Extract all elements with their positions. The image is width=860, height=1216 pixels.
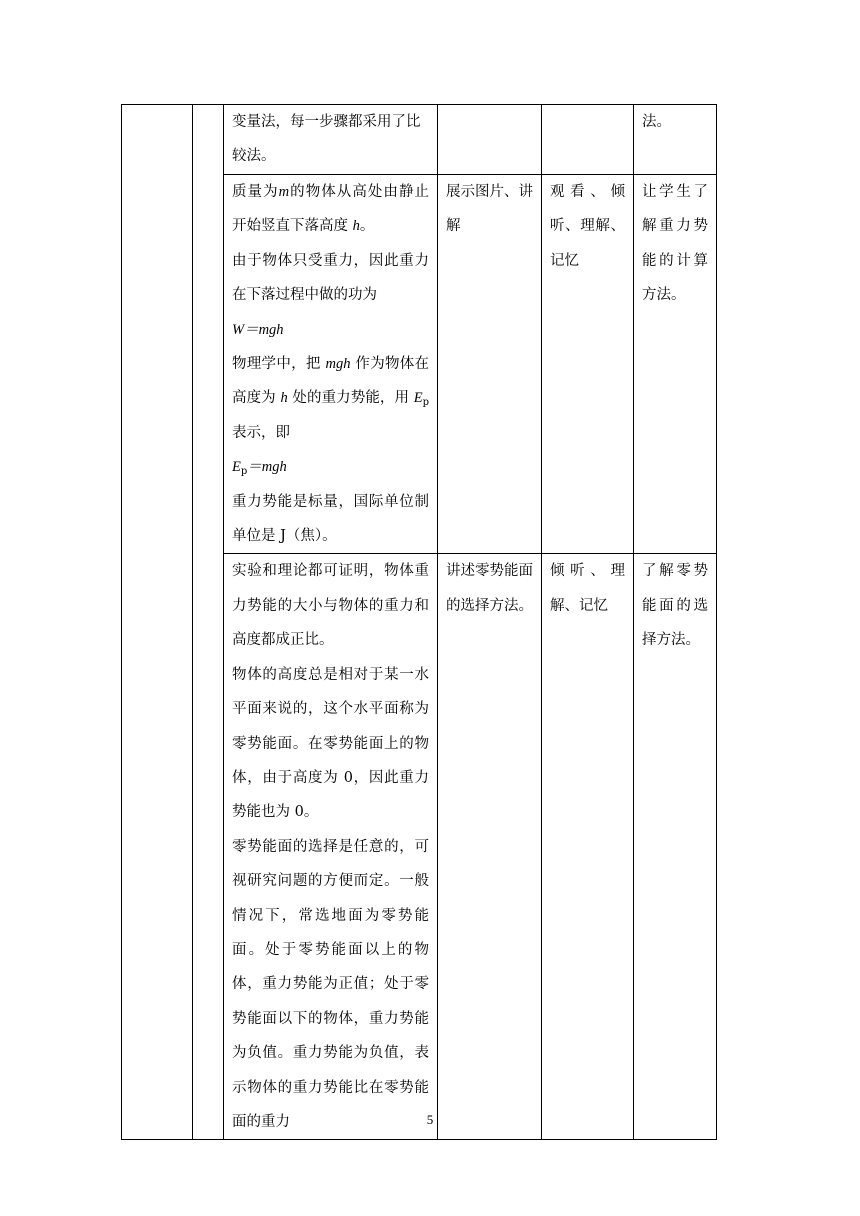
- formula-potential-energy: $E_p=mgh$: [232, 459, 287, 478]
- content-line: 较法。: [232, 148, 276, 165]
- teacher-activity-cell: 讲述零势能面的选择方法。: [438, 554, 542, 1140]
- content-paragraph: 重力势能是标量，国际单位制单位是 J（焦）。: [232, 493, 429, 545]
- content-paragraph: 物体的高度总是相对于某一水平面来说的，这个水平面称为零势能面。在零势能面上的物体，由于高度为 0，因此重力势能也为 0。: [232, 666, 429, 821]
- content-cell: [224, 175, 438, 554]
- content-paragraph: 实验和理论都可证明，物体重力势能的大小与物体的重力和高度都成正比。: [232, 563, 429, 649]
- teacher-activity-cell: 展示图片、讲解: [438, 175, 542, 554]
- content-paragraph: 质量为m的物体从高处由静止开始竖直下落高度 h。: [232, 184, 430, 235]
- content-cell: [224, 554, 438, 1140]
- stage-cell: [193, 105, 224, 1140]
- student-activity-cell: 观看、倾听、理解、记忆: [542, 175, 634, 554]
- content-paragraph: 物理学中，把 mgh 作为物体在高度为 h 处的重力势能，用 $E_p$表示，即: [232, 356, 430, 441]
- section-cell: [122, 105, 193, 1140]
- student-activity-cell: 倾听、理解、记忆: [542, 554, 634, 1140]
- page-number: 5: [426, 1112, 434, 1127]
- table-row: [122, 105, 717, 175]
- lesson-table: [121, 104, 717, 1140]
- content-paragraph: 由于物体只受重力，因此重力在下落过程中做的功为: [232, 252, 429, 304]
- formula-work: W＝mgh: [232, 321, 284, 338]
- purpose-cell: 了解零势能面的选择方法。: [634, 554, 717, 1140]
- content-line: 变量法，每一步骤都采用了比: [232, 114, 421, 130]
- student-activity-cell: [542, 105, 634, 175]
- purpose-cell: 让学生了解重力势能的计算方法。: [634, 175, 717, 554]
- teacher-activity-cell: [438, 105, 542, 175]
- content-paragraph: 零势能面的选择是任意的，可视研究问题的方便而定。一般情况下，常选地面为零势能面。处于零势能面以上的物体，重力势能为正值；处于零势能面以下的物体，重力势能为负值。重力势能为负值，表示物体的重力势能比在零势能面的重力: [232, 838, 429, 1130]
- purpose-cell: 法。: [634, 105, 717, 175]
- content-cell: [224, 105, 438, 175]
